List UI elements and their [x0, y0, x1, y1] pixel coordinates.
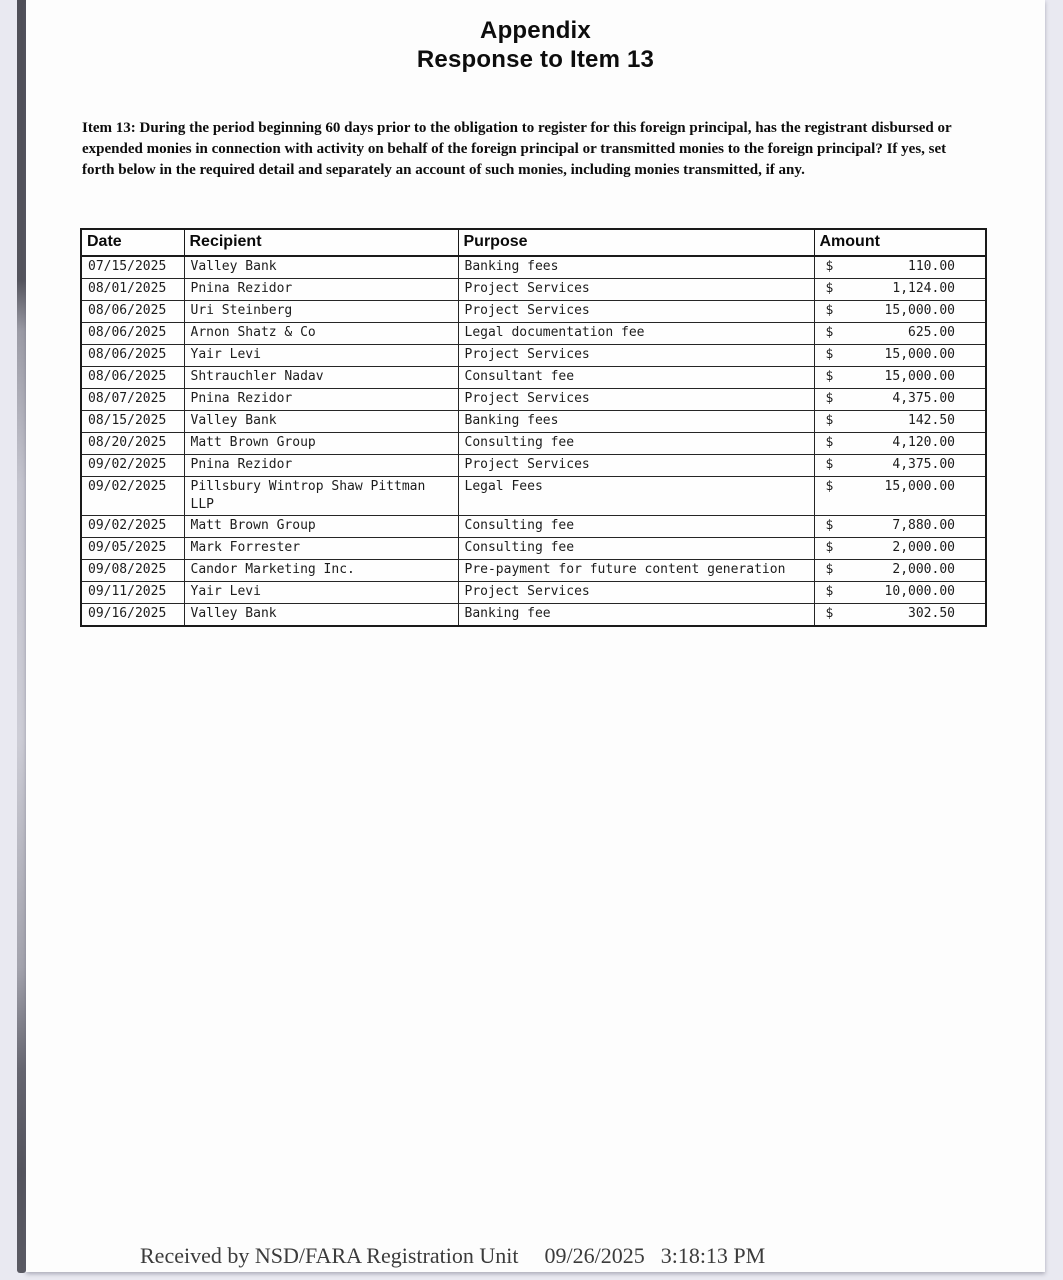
- table-row: [81, 411, 986, 433]
- cell-purpose: Legal Fees: [458, 477, 814, 516]
- cell-amount: [814, 345, 986, 367]
- cell-date: 09/02/2025: [81, 516, 184, 538]
- amount-value: 1,124.00: [892, 281, 955, 296]
- cell-recipient: Yair Levi: [184, 345, 458, 367]
- amount-value: 15,000.00: [884, 479, 955, 494]
- currency-symbol: $: [825, 369, 834, 384]
- cell-purpose: Project Services: [458, 389, 814, 411]
- cell-purpose: Consulting fee: [458, 516, 814, 538]
- amount-wrap: [821, 605, 980, 623]
- table-row: [81, 323, 986, 345]
- amount-wrap: [821, 280, 980, 298]
- currency-symbol: $: [825, 391, 834, 406]
- received-time: 3:18:13 PM: [660, 1243, 766, 1268]
- cell-date: 08/20/2025: [81, 433, 184, 455]
- cell-amount: [814, 455, 986, 477]
- cell-amount: [814, 323, 986, 345]
- cell-purpose: Banking fees: [458, 411, 814, 433]
- cell-purpose: Project Services: [458, 345, 814, 367]
- amount-wrap: [821, 368, 980, 386]
- cell-date: 07/15/2025: [81, 256, 184, 279]
- cell-date: 08/15/2025: [81, 411, 184, 433]
- amount-value: 4,375.00: [892, 457, 955, 472]
- currency-symbol: $: [825, 518, 834, 533]
- amount-value: 7,880.00: [892, 518, 955, 533]
- cell-purpose: Pre-payment for future content generation: [458, 560, 814, 582]
- cell-amount: [814, 582, 986, 604]
- cell-purpose: Project Services: [458, 582, 814, 604]
- cell-recipient: Valley Bank: [184, 256, 458, 279]
- cell-date: 09/02/2025: [81, 477, 184, 516]
- column-header-recipient: Recipient: [184, 229, 458, 256]
- cell-purpose: Legal documentation fee: [458, 323, 814, 345]
- cell-date: 08/06/2025: [81, 367, 184, 389]
- currency-symbol: $: [825, 479, 834, 494]
- cell-amount: [814, 367, 986, 389]
- currency-symbol: $: [825, 325, 834, 340]
- title-line-appendix: Appendix: [480, 17, 591, 44]
- cell-recipient: Valley Bank: [184, 604, 458, 627]
- cell-purpose: Project Services: [458, 279, 814, 301]
- cell-amount: [814, 477, 986, 516]
- table-row: [81, 560, 986, 582]
- table-row: [81, 477, 986, 516]
- cell-recipient: Pnina Rezidor: [184, 279, 458, 301]
- amount-wrap: [821, 434, 980, 452]
- cell-recipient: Candor Marketing Inc.: [184, 560, 458, 582]
- disbursements-table: [80, 228, 987, 627]
- cell-amount: [814, 560, 986, 582]
- table-row: [81, 367, 986, 389]
- cell-date: 09/08/2025: [81, 560, 184, 582]
- disbursements-table-body: [81, 256, 986, 626]
- document-title: [26, 16, 1045, 74]
- cell-amount: [814, 538, 986, 560]
- cell-recipient: Yair Levi: [184, 582, 458, 604]
- amount-value: 625.00: [908, 325, 955, 340]
- currency-symbol: $: [825, 584, 834, 599]
- table-row: [81, 455, 986, 477]
- currency-symbol: $: [825, 303, 834, 318]
- table-row: [81, 604, 986, 627]
- cell-purpose: Banking fees: [458, 256, 814, 279]
- table-header-row: [81, 229, 986, 256]
- amount-wrap: [821, 346, 980, 364]
- table-row: [81, 538, 986, 560]
- fara-received-stamp: [140, 1242, 765, 1270]
- cell-date: 09/05/2025: [81, 538, 184, 560]
- currency-symbol: $: [825, 435, 834, 450]
- cell-purpose: Consulting fee: [458, 538, 814, 560]
- currency-symbol: $: [825, 606, 834, 621]
- amount-wrap: [821, 539, 980, 557]
- amount-value: 15,000.00: [884, 303, 955, 318]
- cell-date: 09/02/2025: [81, 455, 184, 477]
- table-row: [81, 279, 986, 301]
- cell-amount: [814, 433, 986, 455]
- cell-purpose: Consultant fee: [458, 367, 814, 389]
- amount-value: 4,375.00: [892, 391, 955, 406]
- cell-recipient: Mark Forrester: [184, 538, 458, 560]
- amount-wrap: [821, 561, 980, 579]
- currency-symbol: $: [825, 347, 834, 362]
- cell-amount: [814, 411, 986, 433]
- table-row: [81, 582, 986, 604]
- amount-value: 2,000.00: [892, 540, 955, 555]
- cell-purpose: Banking fee: [458, 604, 814, 627]
- currency-symbol: $: [825, 259, 834, 274]
- amount-wrap: [821, 258, 980, 276]
- table-row: [81, 389, 986, 411]
- amount-wrap: [821, 478, 980, 496]
- cell-recipient: Pnina Rezidor: [184, 389, 458, 411]
- cell-recipient: Valley Bank: [184, 411, 458, 433]
- amount-wrap: [821, 583, 980, 601]
- received-date: 09/26/2025: [544, 1243, 645, 1268]
- cell-recipient: Pillsbury Wintrop Shaw Pittman LLP: [184, 477, 458, 516]
- table-row: [81, 301, 986, 323]
- cell-amount: [814, 301, 986, 323]
- column-header-amount: Amount: [814, 229, 986, 256]
- table-row: [81, 516, 986, 538]
- cell-date: 09/16/2025: [81, 604, 184, 627]
- currency-symbol: $: [825, 540, 834, 555]
- currency-symbol: $: [825, 281, 834, 296]
- item13-paragraph: Item 13: During the period beginning 60 days prior to the obligation to register for this foreign principal, has the registrant disbursed or expended monies in connection with activity on behalf of the foreign principal or transmitted monies to the foreign principal? If yes, set forth below in the required detail and separately an account of such monies, including monies transmitted, if any.: [82, 120, 952, 178]
- cell-date: 08/01/2025: [81, 279, 184, 301]
- cell-recipient: Uri Steinberg: [184, 301, 458, 323]
- title-line-response: Response to Item 13: [416, 46, 655, 73]
- cell-purpose: Consulting fee: [458, 433, 814, 455]
- cell-date: 08/06/2025: [81, 345, 184, 367]
- cell-recipient: Matt Brown Group: [184, 433, 458, 455]
- cell-date: 09/11/2025: [81, 582, 184, 604]
- amount-value: 142.50: [908, 413, 955, 428]
- amount-value: 2,000.00: [892, 562, 955, 577]
- amount-wrap: [821, 390, 980, 408]
- currency-symbol: $: [825, 413, 834, 428]
- cell-amount: [814, 256, 986, 279]
- received-label: Received by NSD/FARA Registration Unit: [140, 1243, 519, 1268]
- currency-symbol: $: [825, 562, 834, 577]
- amount-wrap: [821, 456, 980, 474]
- table-row: [81, 345, 986, 367]
- column-header-date: Date: [81, 229, 184, 256]
- amount-wrap: [821, 412, 980, 430]
- amount-wrap: [821, 324, 980, 342]
- amount-value: 10,000.00: [884, 584, 955, 599]
- cell-recipient: Arnon Shatz & Co: [184, 323, 458, 345]
- cell-amount: [814, 604, 986, 627]
- column-header-purpose: Purpose: [458, 229, 814, 256]
- document-page: [26, 0, 1045, 1272]
- amount-value: 4,120.00: [892, 435, 955, 450]
- cell-date: 08/06/2025: [81, 323, 184, 345]
- cell-recipient: Shtrauchler Nadav: [184, 367, 458, 389]
- cell-recipient: Matt Brown Group: [184, 516, 458, 538]
- cell-date: 08/06/2025: [81, 301, 184, 323]
- currency-symbol: $: [825, 457, 834, 472]
- cell-amount: [814, 389, 986, 411]
- cell-purpose: Project Services: [458, 455, 814, 477]
- amount-value: 15,000.00: [884, 347, 955, 362]
- cell-amount: [814, 279, 986, 301]
- table-row: [81, 256, 986, 279]
- amount-value: 110.00: [908, 259, 955, 274]
- cell-recipient: Pnina Rezidor: [184, 455, 458, 477]
- cell-amount: [814, 516, 986, 538]
- table-row: [81, 433, 986, 455]
- page-left-edge: [17, 0, 26, 1273]
- cell-purpose: Project Services: [458, 301, 814, 323]
- amount-wrap: [821, 302, 980, 320]
- cell-date: 08/07/2025: [81, 389, 184, 411]
- amount-value: 15,000.00: [884, 369, 955, 384]
- amount-value: 302.50: [908, 606, 955, 621]
- amount-wrap: [821, 517, 980, 535]
